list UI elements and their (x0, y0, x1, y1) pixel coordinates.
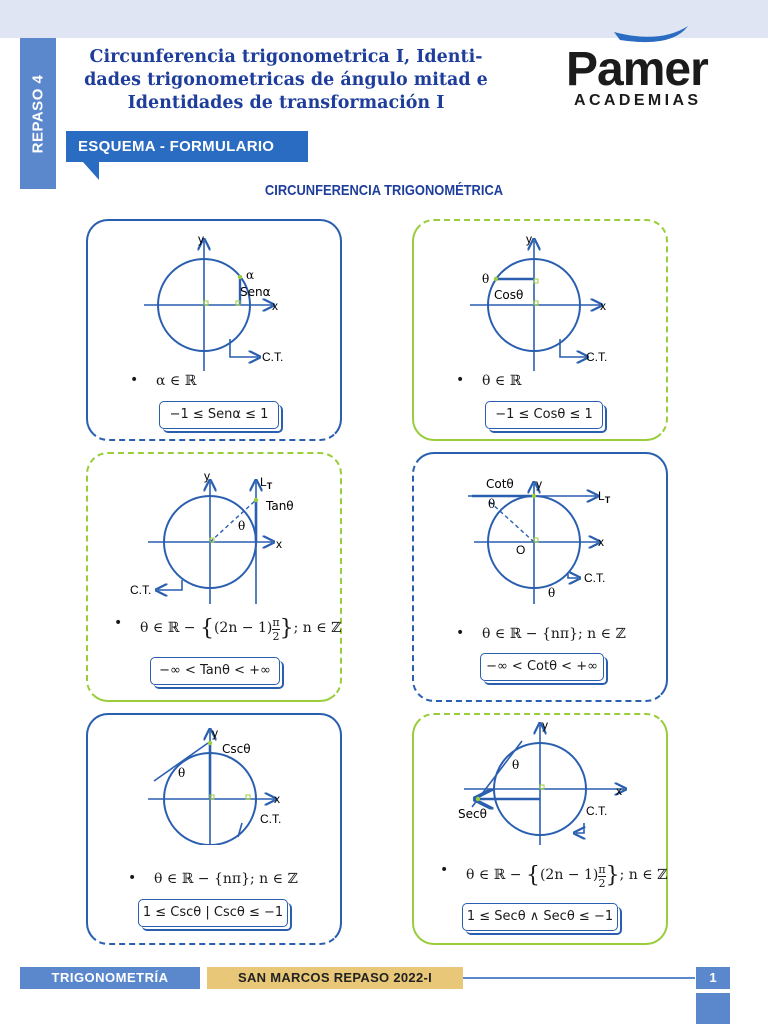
angle-label: θ (482, 272, 490, 286)
side-tab-label: REPASO 4 (29, 74, 47, 153)
ct-label: C.T. (262, 350, 284, 364)
angle-label-2: θ (548, 586, 556, 600)
lt-label: L (260, 475, 267, 489)
y-axis-label: y (212, 726, 218, 740)
side-tab (20, 38, 56, 189)
fraction-denominator: 2 (598, 877, 606, 890)
card-cosine (412, 219, 668, 441)
domain-prefix: θ ∈ ℝ − (466, 867, 526, 883)
svg-text:LT (598, 489, 611, 505)
footer-course: SAN MARCOS REPASO 2022-I (207, 967, 463, 989)
cosecant-circle-diagram (88, 715, 344, 845)
pamer-logo (560, 22, 740, 122)
card-sine (86, 219, 342, 441)
fraction-numerator: π (598, 863, 606, 876)
origin-label: O (516, 543, 526, 557)
y-axis-label: y (526, 232, 532, 246)
function-label: Cosθ (494, 288, 524, 302)
angle-label: θ (512, 758, 520, 772)
section-label: ESQUEMA - FORMULARIO (66, 131, 308, 162)
range-formula: 1 ≤ Secθ ∧ Secθ ≤ −1 (462, 903, 618, 931)
domain-bullet: • α ∈ ℝ (156, 373, 196, 389)
ct-label: C.T. (584, 571, 606, 585)
y-axis-label: y (542, 718, 548, 732)
domain-bullet: • θ ∈ ℝ − {(2n − 1) $\frac{\pi}{2}$ }; n ∈ ℤ (466, 863, 667, 890)
ct-label: C.T. (130, 583, 152, 597)
lt-subscript: T (266, 481, 273, 491)
page-strip (696, 993, 730, 1024)
ct-label: C.T. (586, 804, 608, 818)
page-title (66, 46, 506, 115)
fraction-denominator: 2 (272, 630, 280, 643)
section-label-tail (83, 162, 99, 180)
title-line-1: Circunferencia trigonometrica I, Identi- (89, 47, 483, 67)
range-formula: −∞ < Tanθ < +∞ (150, 657, 280, 685)
section-subtitle: CIRCUNFERENCIA TRIGONOMÉTRICA (264, 182, 504, 199)
title-line-3: Identidades de transformación I (127, 93, 445, 113)
logo-sub-text: ACADEMIAS (574, 92, 702, 109)
footer-divider (463, 977, 695, 979)
domain-bullet: • θ ∈ ℝ − {nπ}; n ∈ ℤ (154, 871, 298, 887)
y-axis-label: y (536, 477, 542, 491)
y-axis-label: y (204, 469, 210, 483)
range-formula: 1 ≤ Cscθ | Cscθ ≤ −1 (138, 899, 288, 927)
ct-label: C.T. (586, 350, 608, 364)
card-cosecant (86, 713, 342, 945)
domain-bullet: • θ ∈ ℝ − {nπ}; n ∈ ℤ (482, 626, 626, 642)
card-tangent (86, 452, 342, 702)
x-axis-label: x (616, 784, 622, 798)
x-axis-label: x (272, 299, 278, 313)
angle-label: θ (488, 497, 496, 511)
cotangent-circle-diagram (414, 454, 670, 614)
secant-circle-diagram (414, 715, 670, 845)
cosine-circle-diagram (414, 221, 670, 381)
y-axis-label: y (198, 232, 204, 246)
domain-term: (2n − 1) (213, 620, 273, 636)
domain-bullet: • θ ∈ ℝ − {(2n − 1) $\frac{\pi}{2}$ }; n ∈ ℤ (140, 616, 341, 643)
lt-subscript: T (604, 495, 611, 505)
domain-term: (2n − 1) (539, 867, 599, 883)
x-axis-label: x (274, 792, 280, 806)
x-axis-label: x (598, 535, 604, 549)
domain-prefix: θ ∈ ℝ − (140, 620, 200, 636)
ct-label: C.T. (260, 812, 282, 826)
function-label: Senα (240, 285, 271, 299)
angle-label: θ (178, 766, 186, 780)
function-label: Tanθ (266, 499, 294, 513)
title-line-2: dades trigonometricas de ángulo mitad e (84, 70, 488, 90)
svg-text:LT (260, 475, 273, 491)
footer-subject: TRIGONOMETRÍA (20, 967, 200, 989)
angle-label: θ (238, 519, 246, 533)
domain-suffix: ; n ∈ ℤ (619, 867, 668, 883)
card-cotangent (412, 452, 668, 702)
domain-suffix: ; n ∈ ℤ (293, 620, 342, 636)
function-label: Secθ (458, 807, 487, 821)
page-number: 1 (696, 967, 730, 989)
angle-label: α (246, 268, 255, 282)
lt-label: L (598, 489, 605, 503)
logo-main-text: Pamer (566, 43, 708, 96)
function-label: Cscθ (222, 742, 251, 756)
fraction-numerator: π (272, 616, 280, 629)
function-label: Cotθ (486, 477, 514, 491)
x-axis-label: x (276, 537, 282, 551)
domain-bullet: • θ ∈ ℝ (482, 373, 521, 389)
range-formula: −1 ≤ Senα ≤ 1 (159, 401, 279, 429)
sine-circle-diagram (88, 221, 344, 381)
range-formula: −∞ < Cotθ < +∞ (480, 653, 604, 681)
tangent-circle-diagram (88, 454, 344, 614)
card-secant (412, 713, 668, 945)
x-axis-label: x (600, 299, 606, 313)
range-formula: −1 ≤ Cosθ ≤ 1 (485, 401, 603, 429)
